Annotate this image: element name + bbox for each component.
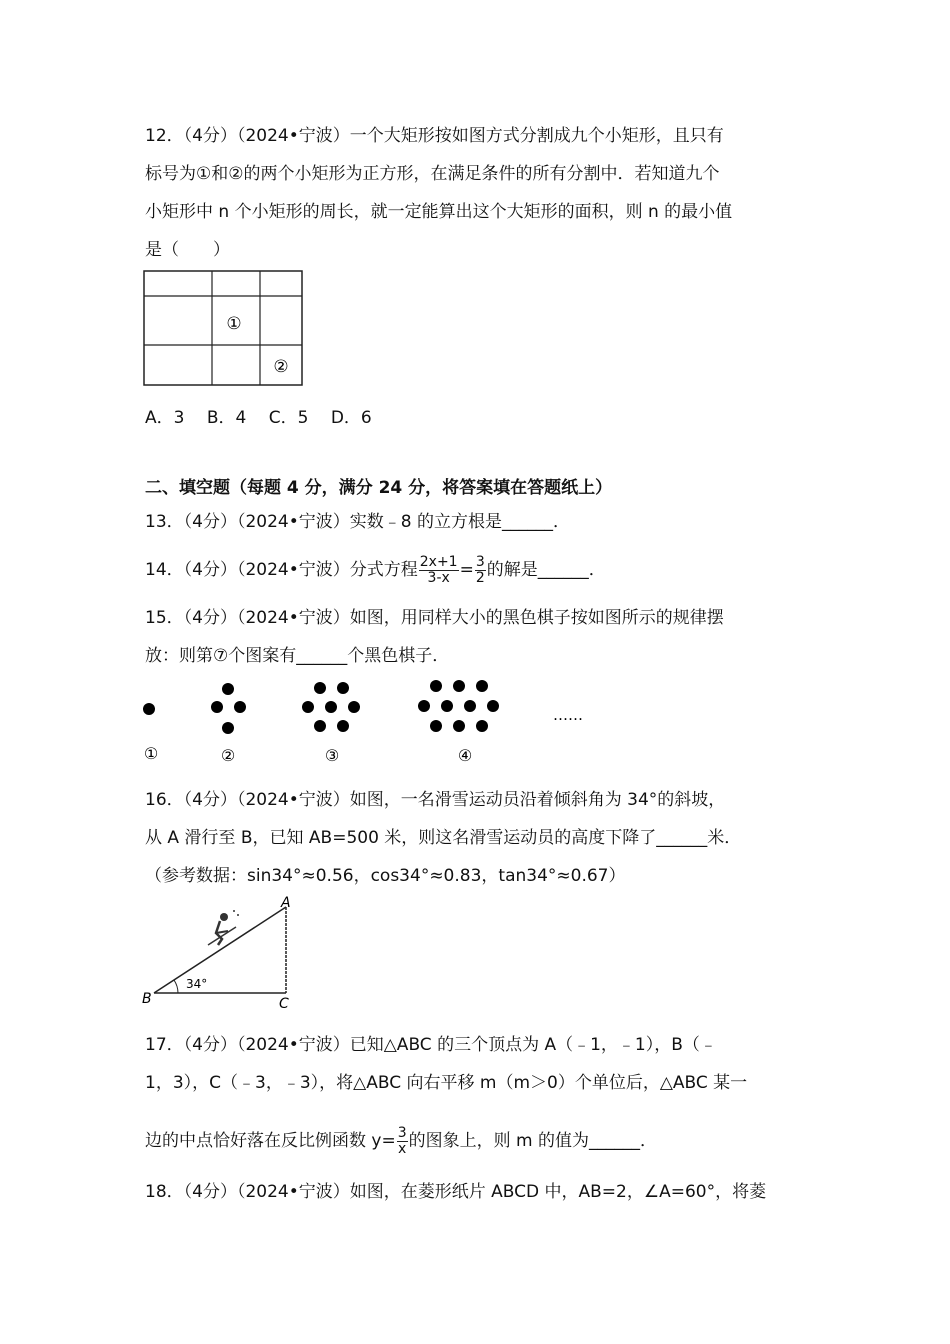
q12-line1: 12．（4分）（2024•宁波）一个大矩形按如图方式分割成九个小矩形，且只有 — [145, 126, 724, 146]
q17-line3-prefix: 边的中点恰好落在反比例函数 y= — [145, 1131, 396, 1151]
fig-angle-label: 34° — [186, 977, 208, 991]
q14-equals: = — [459, 560, 474, 580]
dot — [453, 720, 465, 732]
q15-label-3: ③ — [324, 746, 340, 765]
q14-fraction-2 — [475, 555, 486, 586]
q16-line3: （参考数据：sin34°≈0.56，cos34°≈0.83，tan34°≈0.67） — [145, 866, 626, 886]
q17-line3-suffix: 的图象上，则 m 的值为______． — [408, 1131, 658, 1151]
q14-frac2-numerator: 3 — [475, 553, 485, 570]
q15-line2: 放：则第⑦个图案有______个黑色棋子． — [145, 646, 450, 666]
dot — [302, 701, 314, 713]
dot — [337, 720, 349, 732]
dot — [464, 700, 476, 712]
q14-frac1-denominator: 3-x — [427, 569, 450, 586]
dot — [211, 701, 223, 713]
dot — [418, 700, 430, 712]
dot — [222, 722, 234, 734]
q12-options: A．3 B．4 C．5 D．6 — [145, 408, 372, 428]
q16-line1: 16．（4分）（2024•宁波）如图，一名滑雪运动员沿着倾斜角为 34°的斜坡， — [145, 790, 726, 810]
dot — [430, 720, 442, 732]
q12-line2: 标号为①和②的两个小矩形为正方形，在满足条件的所有分割中．若知道九个 — [145, 164, 720, 184]
dot — [453, 680, 465, 692]
q17-fraction — [397, 1126, 408, 1157]
fig-label-A: A — [281, 895, 291, 911]
q14-frac1-numerator: 2x+1 — [419, 553, 458, 570]
q14-frac2-denominator: 2 — [475, 569, 485, 586]
dot — [325, 701, 337, 713]
dot — [441, 700, 453, 712]
q14-fraction-1 — [419, 555, 459, 586]
dot — [314, 682, 326, 694]
q17-frac-numerator: 3 — [397, 1124, 407, 1141]
slope-hypotenuse — [154, 907, 286, 993]
dot — [337, 682, 349, 694]
dot — [314, 720, 326, 732]
q12-rectangle-figure — [143, 270, 305, 388]
dot — [476, 680, 488, 692]
q15-label-1: ① — [143, 744, 159, 763]
dot — [234, 701, 246, 713]
q17-line2: 1，3），C（﹣3，﹣3），将△ABC 向右平移 m（m＞0）个单位后，△ABC 某一 — [145, 1073, 748, 1093]
dot — [222, 683, 234, 695]
dot — [348, 701, 360, 713]
fig-label-2: ② — [273, 357, 289, 377]
q14-prefix: 14．（4分）（2024•宁波）分式方程 — [145, 560, 418, 580]
fig-label-1: ① — [226, 314, 242, 334]
q16-slope-figure — [140, 895, 300, 1013]
dot — [143, 703, 155, 715]
fig-label-B: B — [142, 991, 152, 1007]
q17-line3 — [145, 1124, 657, 1158]
skier-icon — [208, 910, 239, 945]
q15-line1: 15．（4分）（2024•宁波）如图，用同样大小的黑色棋子按如图所示的规律摆 — [145, 608, 724, 628]
q18-line1: 18．（4分）（2024•宁波）如图，在菱形纸片 ABCD 中，AB=2，∠A=60°，将菱 — [145, 1182, 767, 1202]
dot — [487, 700, 499, 712]
q17-line1: 17．（4分）（2024•宁波）已知△ABC 的三个顶点为 A（﹣1，﹣1），B（﹣ — [145, 1035, 717, 1055]
fig-label-C: C — [279, 996, 289, 1012]
q17-frac-denominator: x — [398, 1140, 407, 1157]
q12-line4: 是（ ） — [145, 240, 230, 260]
q15-label-4: ④ — [457, 746, 473, 765]
q13-line: 13．（4分）（2024•宁波）实数﹣8 的立方根是______． — [145, 512, 570, 532]
q12-line3: 小矩形中 n 个小矩形的周长，就一定能算出这个大矩形的面积，则 n 的最小值 — [145, 202, 733, 222]
angle-arc — [174, 980, 178, 993]
dot — [476, 720, 488, 732]
q15-label-2: ② — [220, 746, 236, 765]
dot — [430, 680, 442, 692]
q14-line — [145, 553, 606, 587]
q15-ellipsis: …… — [553, 706, 583, 724]
q14-suffix: 的解是______． — [486, 560, 606, 580]
q15-dot-pattern-figure — [140, 674, 600, 770]
section2-heading: 二、填空题（每题 4 分，满分 24 分，将答案填在答题纸上） — [145, 478, 613, 498]
q16-line2: 从 A 滑行至 B，已知 AB=500 米，则这名滑雪运动员的高度下降了______米． — [145, 828, 742, 848]
